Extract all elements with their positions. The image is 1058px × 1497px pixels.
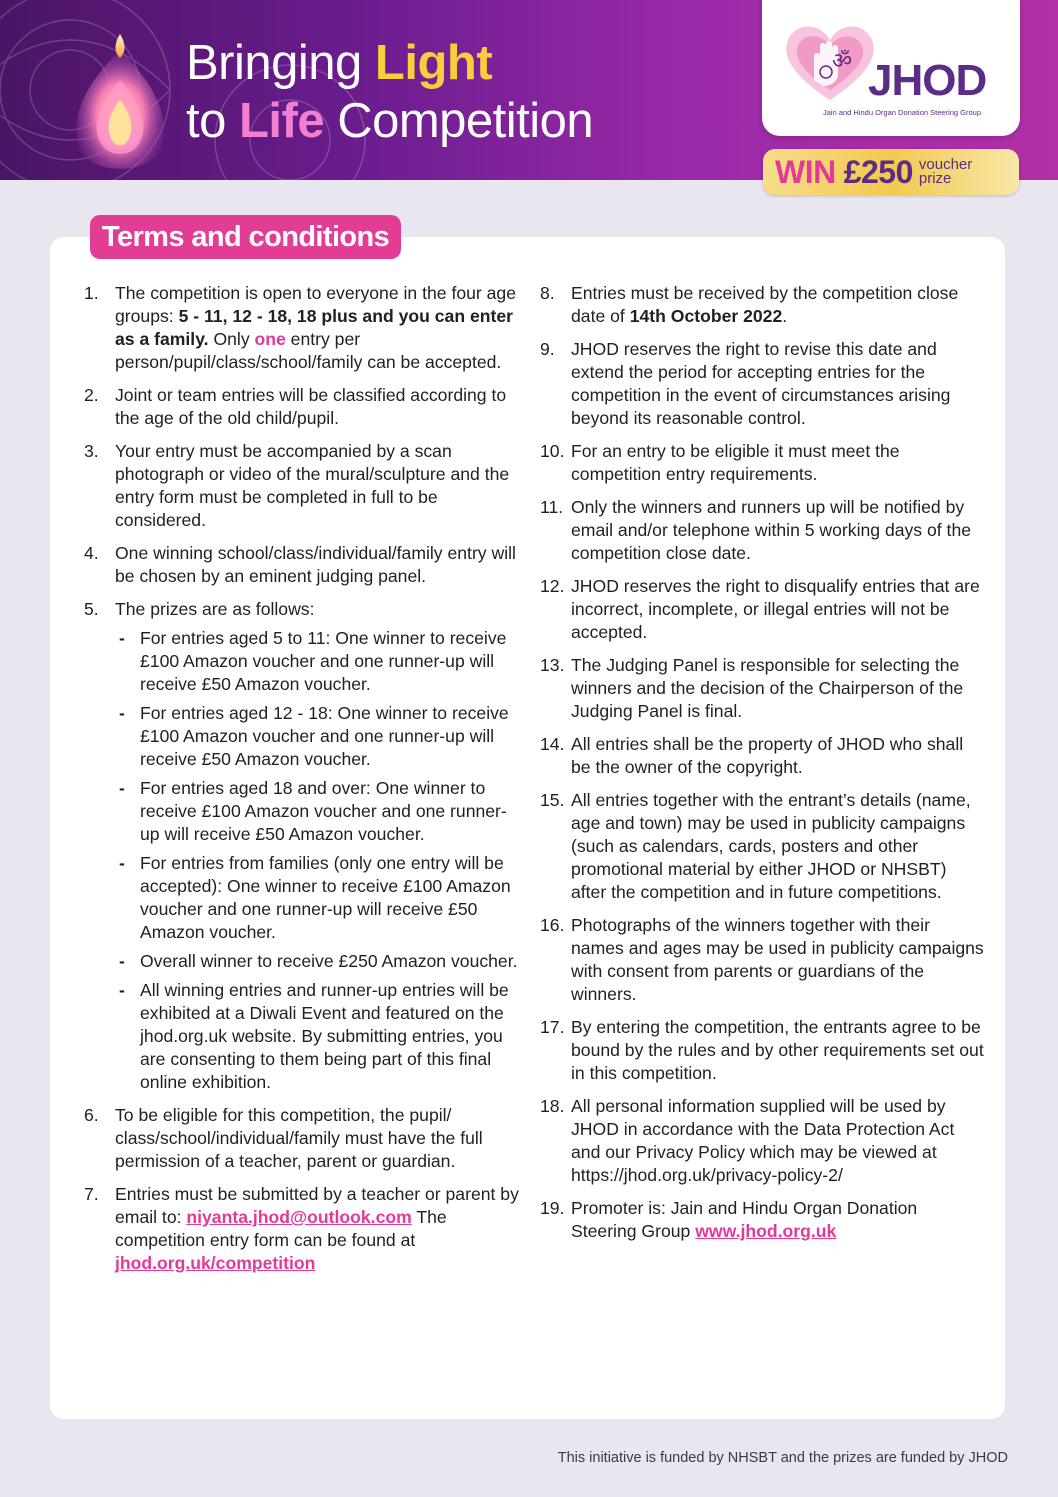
term-item-17: 17. By entering the competition, the entrants agree to be bound by the rules and by other requirements set out in this competition. [540, 1017, 984, 1083]
prize-subitem: - Overall winner to receive £250 Amazon voucher. [119, 951, 518, 971]
prize-subitem: - For entries aged 5 to 11: One winner to receive £100 Amazon voucher and one runner-up will receive £50 Amazon voucher. [119, 628, 507, 694]
term-item-3: 3. Your entry must be accompanied by a scan photograph or video of the mural/sculpture and the entry form must be completed in full to be considered. [84, 441, 510, 530]
footer-note: This initiative is funded by NHSBT and the prizes are funded by JHOD [557, 1450, 1008, 1466]
prize-badge [763, 149, 1019, 195]
terms-list-left [84, 282, 524, 1285]
prize-subitem: - For entries aged 12 - 18: One winner to receive £100 Amazon voucher and one runner-up will receive £50 Amazon voucher. [119, 703, 509, 769]
prize-subitem: - For entries aged 18 and over: One winner to receive £100 Amazon voucher and one runner-up will receive £50 Amazon voucher. [119, 778, 507, 844]
prize-subitem: - All winning entries and runner-up entries will be exhibited at a Diwali Event and featured on the jhod.org.uk website. By submitting entries, you are consenting to them being part of this final online exhibition. [119, 980, 509, 1092]
term-item-1: 1. The competition is open to everyone in the four age groups: 5 - 11, 12 - 18, 18 plus and you can enter as a family. Only one entry per person/pupil/class/school/family can be accepted. [84, 283, 516, 372]
term-item-8: 8. Entries must be received by the competition close date of 14th October 2022. [540, 283, 959, 326]
win-label: WIN [775, 153, 836, 190]
term-item-14: 14. All entries shall be the property of JHOD who shall be the owner of the copyright. [540, 734, 964, 777]
email-link[interactable]: niyanta.jhod@outlook.com [186, 1207, 412, 1227]
term-item-19: 19. Promoter is: Jain and Hindu Organ Donation Steering Group www.jhod.org.uk [540, 1198, 918, 1241]
term-item-2: 2. Joint or team entries will be classified according to the age of the old child/pupil. [84, 385, 507, 428]
svg-text:ॐ: ॐ [832, 49, 853, 74]
prize-subitem: - For entries from families (only one entry will be accepted): One winner to receive £100 Amazon voucher and one runner-up will receive £50 Amazon voucher. [119, 853, 511, 942]
term-item-6: 6. To be eligible for this competition, the pupil/ class/school/individual/family must have the full permission of a teacher, parent or guardian. [84, 1105, 483, 1171]
term-item-18: 18. All personal information supplied will be used by JHOD in accordance with the Data Protection Act and our Privacy Policy which may be viewed at https://jhod.org.uk/privacy-policy-2/ [540, 1096, 955, 1185]
prize-amount: £250 [843, 153, 913, 190]
title-highlight-light: Light [374, 36, 493, 90]
term-item-13: 13. The Judging Panel is responsible for selecting the winners and the decision of the Chairperson of the Judging Panel is final. [540, 655, 964, 721]
term-item-11: 11. Only the winners and runners up will be notified by email and/or telephone within 5 working days of the competition close date. [540, 497, 972, 563]
term-item-16: 16. Photographs of the winners together with their names and ages may be used in publicity campaigns with consent from parents or guardians of the winners. [540, 915, 984, 1004]
prize-sublist [115, 627, 524, 1094]
section-title: Terms and conditions [90, 215, 401, 259]
term-item-7: 7. Entries must be submitted by a teacher or parent by email to: niyanta.jhod@outlook.com The competition entry form can be found at jhod.org.uk/competition [84, 1184, 519, 1273]
term-item-12: 12. JHOD reserves the right to disqualify entries that are incorrect, incomplete, or illegal entries will not be accepted. [540, 576, 980, 642]
term-item-15: 15. All entries together with the entrant’s details (name, age and town) may be used in publicity campaigns (such as calendars, cards, posters and other promotional material by either JHOD or NHSBT) after the competition and in future competitions. [540, 790, 971, 902]
heart-om-hand-icon [780, 16, 880, 106]
jhod-logo-card [762, 0, 1020, 136]
term-item-9: 9. JHOD reserves the right to revise this date and extend the period for accepting entries for the competition in the event of circumstances arising beyond its reasonable control. [540, 339, 951, 428]
competition-link[interactable]: jhod.org.uk/competition [115, 1253, 316, 1273]
term-item-5: 5. The prizes are as follows: - For entries aged 5 to 11: One winner to receive £100 Amazon voucher and one runner-up will receive £50 Amazon voucher. - For entries aged 12 - 18: One winner to receive £100 Amazon voucher and one runner-up will receive £50 Amazon voucher. - For entries aged 18 and over: One winner to receive £100 Amazon voucher and one runner-up will receive £50 Amazon voucher. - For entries from families (only one entry will be accepted): One winner to receive £100 Amazon voucher and one runner-up will receive £50 Amazon voucher. - Overall winner to receive £250 Amazon voucher. - All winning entries and runner-up entries will be exhibited at a Diwali Event and featured on the jhod.org.uk website. By submitting entries, you are consenting to them being part of this final online exhibition. [84, 598, 524, 1094]
terms-list-right [540, 282, 986, 1253]
prize-caption: voucher prize [918, 156, 973, 187]
logo-subtitle: Jain and Hindu Organ Donation Steering Group [822, 108, 982, 117]
diya-lamp-icon [70, 30, 170, 180]
logo-wordmark: JHOD [868, 56, 987, 105]
title-highlight-life: Life [238, 94, 325, 148]
website-link[interactable]: www.jhod.org.uk [695, 1221, 837, 1241]
term-item-4: 4. One winning school/class/individual/family entry will be chosen by an eminent judging panel. [84, 543, 516, 586]
page-title: Bringing Light to Life Competition [186, 36, 594, 148]
term-item-10: 10. For an entry to be eligible it must meet the competition entry requirements. [540, 441, 900, 484]
